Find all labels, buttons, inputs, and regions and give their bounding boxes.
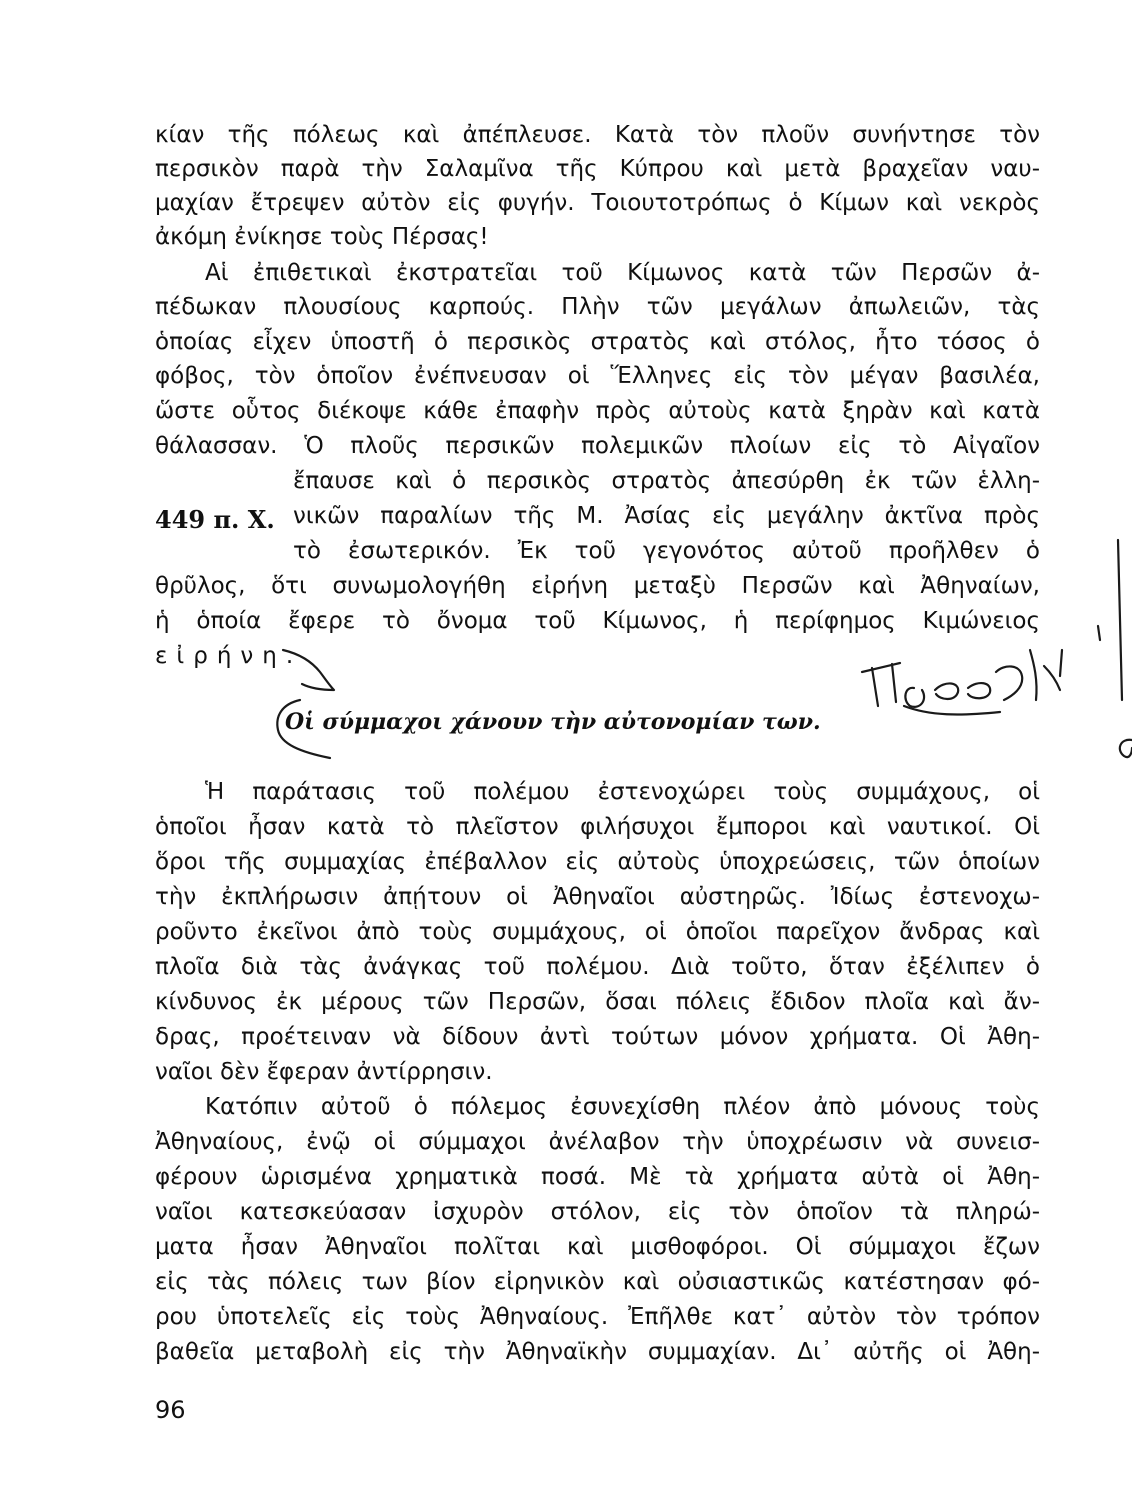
text-line: ὁποίας εἶχεν ὑποστῆ ὁ περσικὸς στρατὸς καὶ στόλος, ἦτο τόσος ὁ bbox=[155, 329, 1040, 355]
text-line: ναῖοι κατεσκεύασαν ἰσχυρὸν στόλον, εἰς τὸν ὁποῖον τὰ πληρώ- bbox=[155, 1199, 1040, 1225]
text-line: Κατόπιν αὐτοῦ ὁ πόλεμος ἐσυνεχίσθη πλέον ἀπὸ μόνους τοὺς bbox=[205, 1094, 1040, 1120]
text-line: Ἡ παράτασις τοῦ πολέμου ἐστενοχώρει τοὺς συμμάχους, οἱ bbox=[205, 779, 1040, 805]
text-line: ἀκόμη ἐνίκησε τοὺς Πέρσας! bbox=[155, 224, 489, 250]
text-line: ρου ὑποτελεῖς εἰς τοὺς Ἀθηναίους. Ἐπῆλθε κατ᾽ αὐτὸν τὸν τρόπον bbox=[155, 1304, 1040, 1330]
text-line: ὁποῖοι ἦσαν κατὰ τὸ πλεῖστον φιλήσυχοι ἔμποροι καὶ ναυτικοί. Οἱ bbox=[155, 814, 1040, 840]
text-line: ματα ἦσαν Ἀθηναῖοι πολῖται καὶ μισθοφόροι. Οἱ σύμμαχοι ἔζων bbox=[155, 1234, 1040, 1260]
text-line: πλοῖα διὰ τὰς ἀνάγκας τοῦ πολέμου. Διὰ τοῦτο, ὅταν ἐξέλιπεν ὁ bbox=[155, 954, 1040, 980]
margin-vertical-line bbox=[1118, 540, 1122, 700]
margin-circle-mark bbox=[1120, 740, 1132, 757]
text-line: νικῶν παραλίων τῆς Μ. Ἀσίας εἰς μεγάλην ἀκτῖνα πρὸς bbox=[293, 503, 1040, 529]
margin-tick-mark bbox=[1098, 626, 1100, 640]
margin-date: 449 π. Χ. bbox=[155, 505, 275, 534]
text-line: εἰς τὰς πόλεις των βίον εἰρηνικὸν καὶ οὐσιαστικῶς κατέστησαν φό- bbox=[155, 1269, 1040, 1295]
text-line: εἰρήνη. bbox=[155, 643, 303, 669]
text-line: φόβος, τὸν ὁποῖον ἐνέπνευσαν οἱ Ἕλληνες εἰς τὸν μέγαν βασιλέα, bbox=[155, 363, 1040, 389]
text-line: δρας, προέτειναν νὰ δίδουν ἀντὶ τούτων μόνον χρήματα. Οἱ Ἀθη- bbox=[155, 1024, 1040, 1050]
section-heading: Οἱ σύμμαχοι χάνουν τὴν αὐτονομίαν των. bbox=[285, 709, 821, 735]
text-line: βαθεῖα μεταβολὴ εἰς τὴν Ἀθηναϊκὴν συμμαχίαν. Δι᾽ αὐτῆς οἱ Ἀθη- bbox=[155, 1339, 1040, 1365]
text-line: τὴν ἐκπλήρωσιν ἀπῄτουν οἱ Ἀθηναῖοι αὐστηρῶς. Ἰδίως ἐστενοχω- bbox=[155, 884, 1040, 910]
text-line: ροῦντο ἐκεῖνοι ἀπὸ τοὺς συμμάχους, οἱ ὁποῖοι παρεῖχον ἄνδρας καὶ bbox=[155, 919, 1040, 945]
text-line: ναῖοι δὲν ἔφεραν ἀντίρρησιν. bbox=[155, 1059, 493, 1085]
text-line: ὥστε οὗτος διέκοψε κάθε ἐπαφὴν πρὸς αὐτοὺς κατὰ ξηρὰν καὶ κατὰ bbox=[155, 398, 1040, 424]
page-number: 96 bbox=[155, 1396, 186, 1424]
text-line: θρῦλος, ὅτι συνωμολογήθη εἰρήνη μεταξὺ Περσῶν καὶ Ἀθηναίων, bbox=[155, 573, 1040, 599]
text-line: πέδωκαν πλουσίους καρπούς. Πλὴν τῶν μεγάλων ἀπωλειῶν, τὰς bbox=[155, 294, 1040, 320]
text-line: κίνδυνος ἐκ μέρους τῶν Περσῶν, ὅσαι πόλεις ἔδιδον πλοῖα καὶ ἄν- bbox=[155, 989, 1040, 1015]
text-line: κίαν τῆς πόλεως καὶ ἀπέπλευσε. Κατὰ τὸν πλοῦν συνήντησε τὸν bbox=[155, 122, 1040, 148]
text-line: Αἱ ἐπιθετικαὶ ἐκστρατεῖαι τοῦ Κίμωνος κατὰ τῶν Περσῶν ἀ- bbox=[205, 260, 1040, 286]
text-line: τὸ ἐσωτερικόν. Ἐκ τοῦ γεγονότος αὐτοῦ προῆλθεν ὁ bbox=[293, 538, 1040, 564]
text-line: μαχίαν ἔτρεψεν αὐτὸν εἰς φυγήν. Τοιουτοτρόπως ὁ Κίμων καὶ νεκρὸς bbox=[155, 190, 1040, 216]
text-line: περσικὸν παρὰ τὴν Σαλαμῖνα τῆς Κύπρου καὶ μετὰ βραχεῖαν ναυ- bbox=[155, 156, 1040, 182]
text-line: ὅροι τῆς συμμαχίας ἐπέβαλλον εἰς αὐτοὺς ὑποχρεώσεις, τῶν ὁποίων bbox=[155, 849, 1040, 875]
text-line: ἡ ὁποία ἔφερε τὸ ὄνομα τοῦ Κίμωνος, ἡ περίφημος Κιμώνειος bbox=[155, 608, 1040, 634]
text-line: ἔπαυσε καὶ ὁ περσικὸς στρατὸς ἀπεσύρθη ἐκ τῶν ἑλλη- bbox=[293, 468, 1040, 494]
text-line: φέρουν ὡρισμένα χρηματικὰ ποσά. Μὲ τὰ χρήματα αὐτὰ οἱ Ἀθη- bbox=[155, 1164, 1040, 1190]
text-line: Ἀθηναίους, ἐνῷ οἱ σύμμαχοι ἀνέλαβον τὴν ὑποχρέωσιν νὰ συνεισ- bbox=[155, 1129, 1040, 1155]
text-line: θάλασσαν. Ὁ πλοῦς περσικῶν πολεμικῶν πλοίων εἰς τὸ Αἰγαῖον bbox=[155, 433, 1040, 459]
